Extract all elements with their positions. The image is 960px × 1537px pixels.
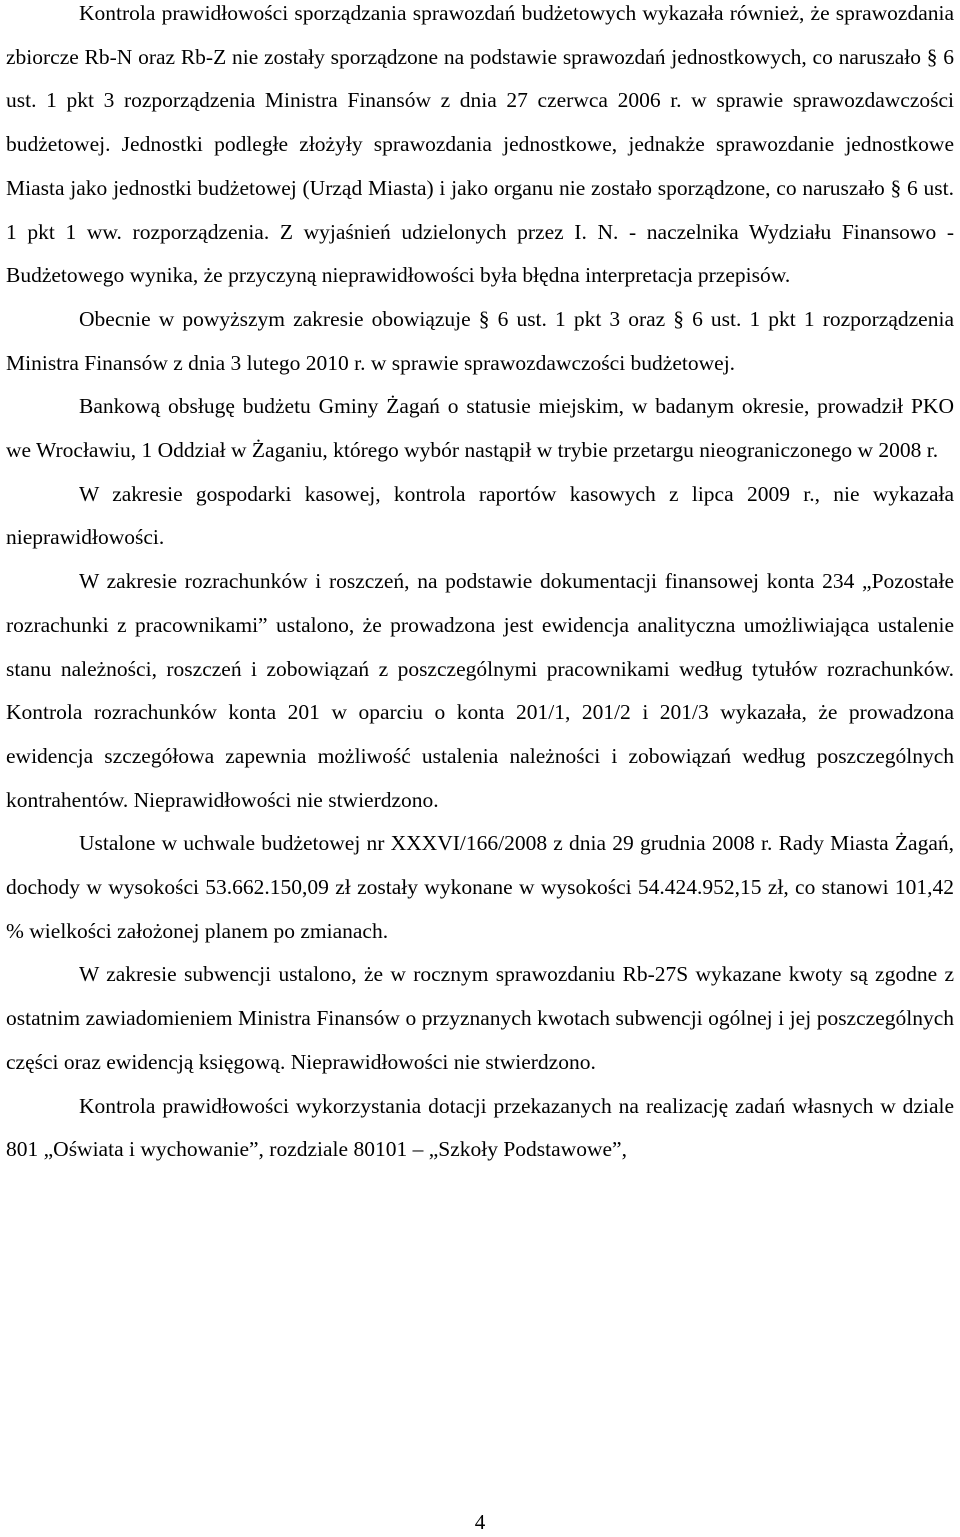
paragraph-subwencje: W zakresie subwencji ustalono, że w rocznym sprawozdaniu Rb-27S wykazane kwoty są zgodne z ostatnim zawiadomieniem Ministra Finansów o przyznanych kwotach subwencji ogólnej i jej poszczególnych części oraz ewidencją księgową. Nieprawidłowości nie stwierdzono. (6, 962, 954, 1074)
paragraph-sprawozdania: Kontrola prawidłowości sporządzania sprawozdań budżetowych wykazała również, że sprawozdania zbiorcze Rb-N oraz Rb-Z nie zostały sporządzone na podstawie sprawozdań jednostkowych, co naruszało § 6 ust. 1 pkt 3 rozporządzenia Ministra Finansów z dnia 27 czerwca 2006 r. w sprawie sprawozdawczości budżetowej. Jednostki podległe złożyły sprawozdania jednostkowe, jednakże sprawozdanie jednostkowe Miasta jako jednostki budżetowej (Urząd Miasta) i jako organu nie zostało sporządzone, co naruszało § 6 ust. 1 pkt 1 ww. rozporządzenia. Z wyjaśnień udzielonych przez I. N. - naczelnika Wydziału Finansowo - Budżetowego wynika, że przyczyną nieprawidłowości była błędna interpretacja przepisów. (6, 1, 954, 288)
paragraph-obecnie: Obecnie w powyższym zakresie obowiązuje § 6 ust. 1 pkt 3 oraz § 6 ust. 1 pkt 1 rozporządzenia Ministra Finansów z dnia 3 lutego 2010 r. w sprawie sprawozdawczości budżetowej. (6, 306, 954, 375)
paragraph-rozrachunki: W zakresie rozrachunków i roszczeń, na podstawie dokumentacji finansowej konta 234 „Pozostałe rozrachunki z pracownikami” ustalono, że prowadzona jest ewidencja analityczna umożliwiająca ustalenie stanu należności, roszczeń i zobowiązań z poszczególnymi pracownikami według tytułów rozrachunków. Kontrola rozrachunków konta 201 w oparciu o konta 201/1, 201/2 i 201/3 wykazała, że prowadzona ewidencja szczegółowa zapewnia możliwość ustalenia należności i zobowiązań według poszczególnych kontrahentów. Nieprawidłowości nie stwierdzono. (6, 569, 954, 812)
paragraph-dochody: Ustalone w uchwale budżetowej nr XXXVI/166/2008 z dnia 29 grudnia 2008 r. Rady Miasta Żagań, dochody w wysokości 53.662.150,09 zł zostały wykonane w wysokości 54.424.952,15 zł, co stanowi 101,42 % wielkości założonej planem po zmianach. (6, 831, 954, 943)
paragraph-gospodarka-kasowa: W zakresie gospodarki kasowej, kontrola raportów kasowych z lipca 2009 r., nie wykazała nieprawidłowości. (6, 481, 954, 550)
page-number: 4 (474, 1510, 486, 1534)
document-page (6, 0, 954, 1172)
paragraph-dotacje: Kontrola prawidłowości wykorzystania dotacji przekazanych na realizację zadań własnych w dziale 801 „Oświata i wychowanie”, rozdziale 80101 – „Szkoły Podstawowe”, (6, 1093, 954, 1162)
paragraph-bankowa-obsluga: Bankową obsługę budżetu Gminy Żagań o statusie miejskim, w badanym okresie, prowadził PKO we Wrocławiu, 1 Oddział w Żaganiu, którego wybór nastąpił w trybie przetargu nieograniczonego w 2008 r. (6, 394, 954, 463)
